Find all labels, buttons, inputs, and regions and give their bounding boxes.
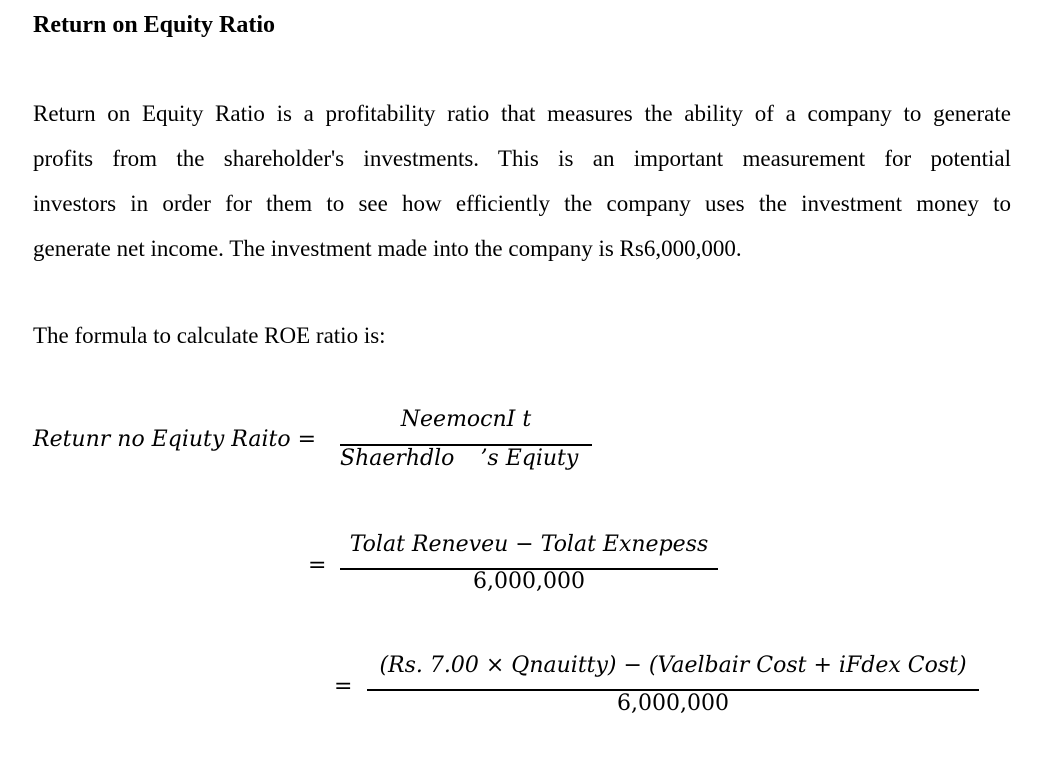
intro-paragraph — [33, 91, 1011, 271]
paragraph-line: investors in order for them to see how efficiently the company uses the investment money to — [33, 191, 1011, 216]
equals-sign: = — [297, 427, 317, 452]
equals-sign: = — [334, 674, 353, 699]
equation-lhs — [33, 425, 316, 455]
eq2-denominator: 6,000,000 — [473, 569, 585, 594]
paragraph-line: Return on Equity Ratio is a profitability ratio that measures the ability of a company to generate — [33, 101, 1011, 126]
eq1-numerator: NeemocnI t — [400, 407, 532, 432]
paragraph-line: generate net income. The investment made into the company is Rs6,000,000. — [33, 236, 742, 261]
eq3-numerator: (Rs. 7.00 × Qnauitty) − (Vaelbair Cost + iFdex Cost) — [379, 653, 967, 678]
equation-lhs-label: Retunr no Eqiuty Raito — [33, 427, 291, 452]
equals-sign: = — [308, 553, 327, 578]
section-heading: Return on Equity Ratio — [33, 12, 276, 38]
eq2-numerator: Tolat Reneveu − Tolat Exnepess — [349, 532, 709, 557]
paragraph-line: profits from the shareholder's investments. This is an important measurement for potential — [33, 146, 1011, 171]
eq3-denominator: 6,000,000 — [617, 691, 729, 716]
eq1-denominator-part1: Shaerhdlo — [340, 446, 455, 471]
eq1-denominator — [340, 444, 592, 474]
formula-intro: The formula to calculate ROE ratio is: — [33, 323, 386, 348]
eq1-denominator-part2: ’s Eqiuty — [480, 446, 579, 471]
